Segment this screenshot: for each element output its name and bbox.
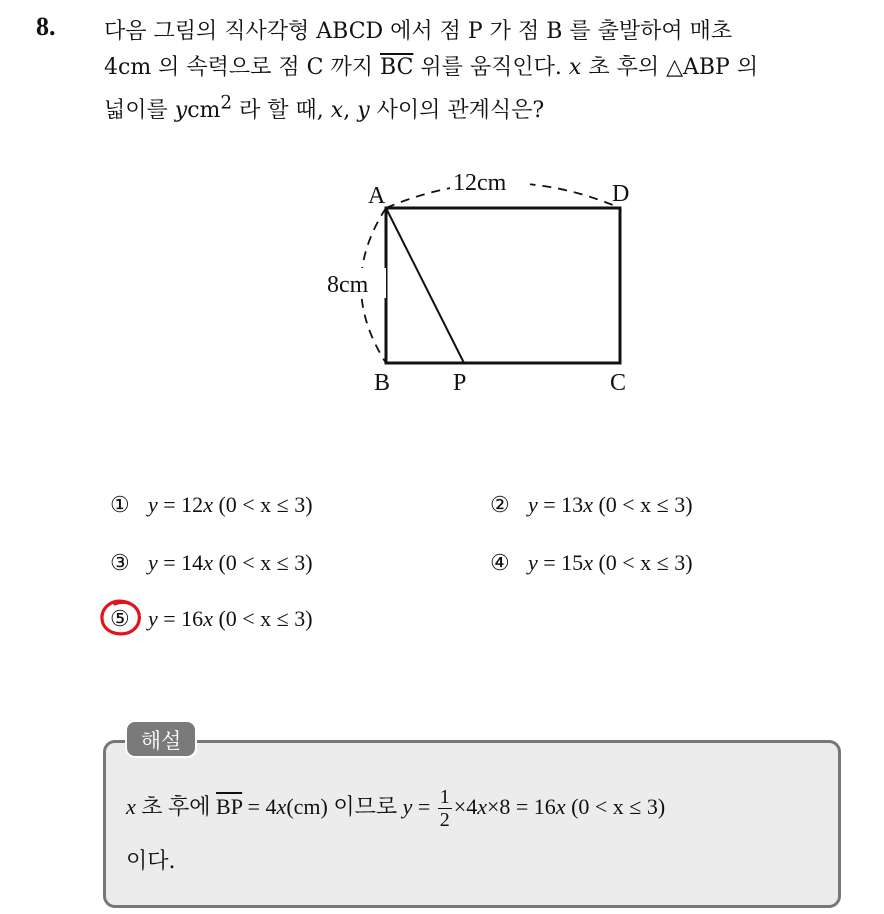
question-line-3: 넓이를 ycm$^2$ 라 할 때, x, y 사이의 관계식은? [104,93,545,124]
vertex-d-label: D [612,181,630,207]
question-text [104,14,862,129]
solution-line-2: 이다. [126,849,176,874]
length-side-label: 8cm [327,272,369,298]
vertex-a-label: A [368,183,386,209]
choice-1[interactable]: ① y = 12x (0 < x ≤ 3) [110,492,313,517]
segment-bc: $\overline{BC}$ [380,55,414,80]
rectangle-figure [300,160,660,405]
rectangle-abcd [386,208,620,363]
choice-3[interactable]: ③ y = 14x (0 < x ≤ 3) [110,550,313,575]
segment-ap [386,208,464,363]
choice-5[interactable]: ⑤ y = 16x (0 < x ≤ 3) [110,606,313,631]
point-p-label: P [453,370,467,396]
solution-line-1: x 초 후에 $\overline{BP} = 4x(cm)$ 이므로 y = $\frac{1}{2}$ ×4x×8 = 16x (0 < x ≤ 3) [126,786,666,832]
vertex-c-label: C [610,370,627,396]
question-line-2: 4cm 의 속력으로 점 C 까지 $\overline{BC}$ 위를 움직인다. x 초 후의 △ABP 의 [104,55,759,80]
choice-2[interactable]: ② y = 13x (0 < x ≤ 3) [490,492,693,517]
question-line-1: 다음 그림의 직사각형 ABCD 에서 점 P 가 점 B 를 출발하여 매초 [104,19,733,44]
length-top-label: 12cm [453,170,507,196]
question-number: 8. [36,12,56,41]
vertex-b-label: B [374,370,391,396]
answer-mark-circle-icon [97,596,145,640]
solution-tag: 해설 [125,720,197,758]
choice-4[interactable]: ④ y = 15x (0 < x ≤ 3) [490,550,693,575]
segment-bp: $\overline{BP}$ [216,794,243,819]
fraction-one-half: $\frac{1}{2}$ [439,786,450,832]
